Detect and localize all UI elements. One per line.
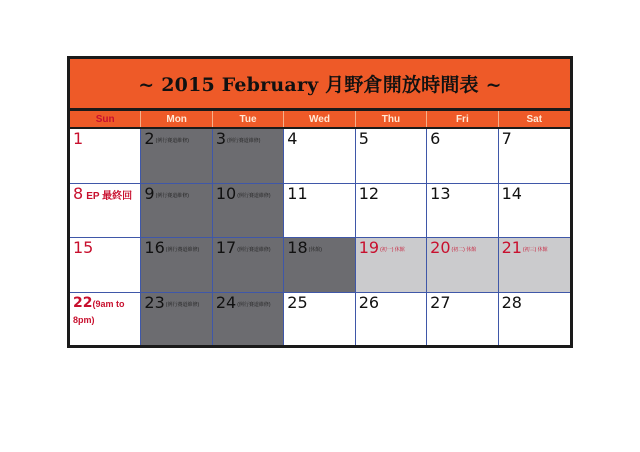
day-cell [356,238,427,293]
day-cell [141,184,212,239]
day-number: 22 [73,294,93,311]
day-cell [213,293,284,348]
day-cell [141,129,212,184]
day-number: 28 [501,292,522,312]
day-cell [356,129,427,184]
day-cell [499,293,570,348]
day-number: 7 [501,129,512,148]
day-number: 6 [430,129,441,148]
day-number: 14 [501,183,522,203]
day-cell [284,238,355,293]
day-number: 16 [144,238,165,257]
day-number: 18 [287,238,308,257]
day-note: (例行賽道維修) [165,301,200,308]
day-cell [427,184,498,239]
day-number: 8 [73,183,84,203]
calendar-title: ~ 2015 February 月野倉開放時間表 ~ [138,74,502,96]
day-number: 21 [501,238,522,257]
day-cell [70,238,141,293]
day-cell [213,129,284,184]
day-note: (例行賽道維修) [237,301,271,308]
day-number: 12 [358,183,380,203]
day-note: (初二) 休館 [451,247,477,253]
weekday-tue: Tue [213,111,284,127]
day-cell [284,184,355,239]
day-note: (初三) 休館 [522,247,548,253]
day-number: 3 [215,129,227,148]
day-number: 25 [287,292,308,312]
day-number: 20 [430,238,451,257]
day-number: 11 [287,183,308,203]
day-cell [70,293,141,348]
day-cell [427,129,498,184]
day-cell [499,238,570,293]
day-note: (9am to 8pm) [73,298,125,325]
day-note: (例行賽道維修) [237,247,271,253]
day-number: 1 [73,129,84,148]
day-note: (例行賽道維修) [155,138,189,144]
day-number: 10 [215,183,237,203]
weekday-sat: Sat [526,113,543,125]
title-bar [70,59,570,111]
day-note: (初一) 休館 [380,247,405,253]
day-cell [284,129,355,184]
day-number: 27 [430,292,451,312]
weekday-fri: Fri [427,111,498,127]
day-number: 23 [144,292,165,312]
day-note: (休館) [308,247,322,253]
day-cell [70,184,141,239]
weekday-sun: Sun [70,111,141,127]
day-number: 5 [358,129,369,148]
day-note: EP 最終回 [86,190,133,202]
day-cell [427,238,498,293]
day-note: (例行賽道維修) [155,192,189,199]
day-number: 24 [215,292,237,312]
day-cell [213,184,284,239]
day-cell [499,184,570,239]
day-cell [141,293,212,348]
day-note: (例行賽道維修) [165,247,200,253]
day-number: 9 [144,183,155,203]
day-number: 17 [215,238,237,257]
day-number: 13 [430,183,451,203]
day-cell [70,129,141,184]
weekday-wed: Wed [284,111,355,127]
day-cell [284,293,355,348]
day-cell [356,184,427,239]
day-number: 2 [144,129,155,148]
day-cell [213,238,284,293]
day-number: 26 [358,292,380,312]
weekday-header [70,111,570,129]
weekday-mon: Mon [141,111,212,127]
weekday-thu: Thu [356,111,427,127]
day-cell [427,293,498,348]
day-cell [499,129,570,184]
day-number: 19 [358,238,380,257]
day-note: (例行賽道維修) [237,192,271,199]
day-note: (例行賽道維修) [227,138,261,144]
calendar-frame [67,56,573,348]
day-grid [70,129,570,347]
day-cell [141,238,212,293]
day-cell [356,293,427,348]
day-number: 4 [287,129,298,148]
day-number: 15 [73,238,94,257]
